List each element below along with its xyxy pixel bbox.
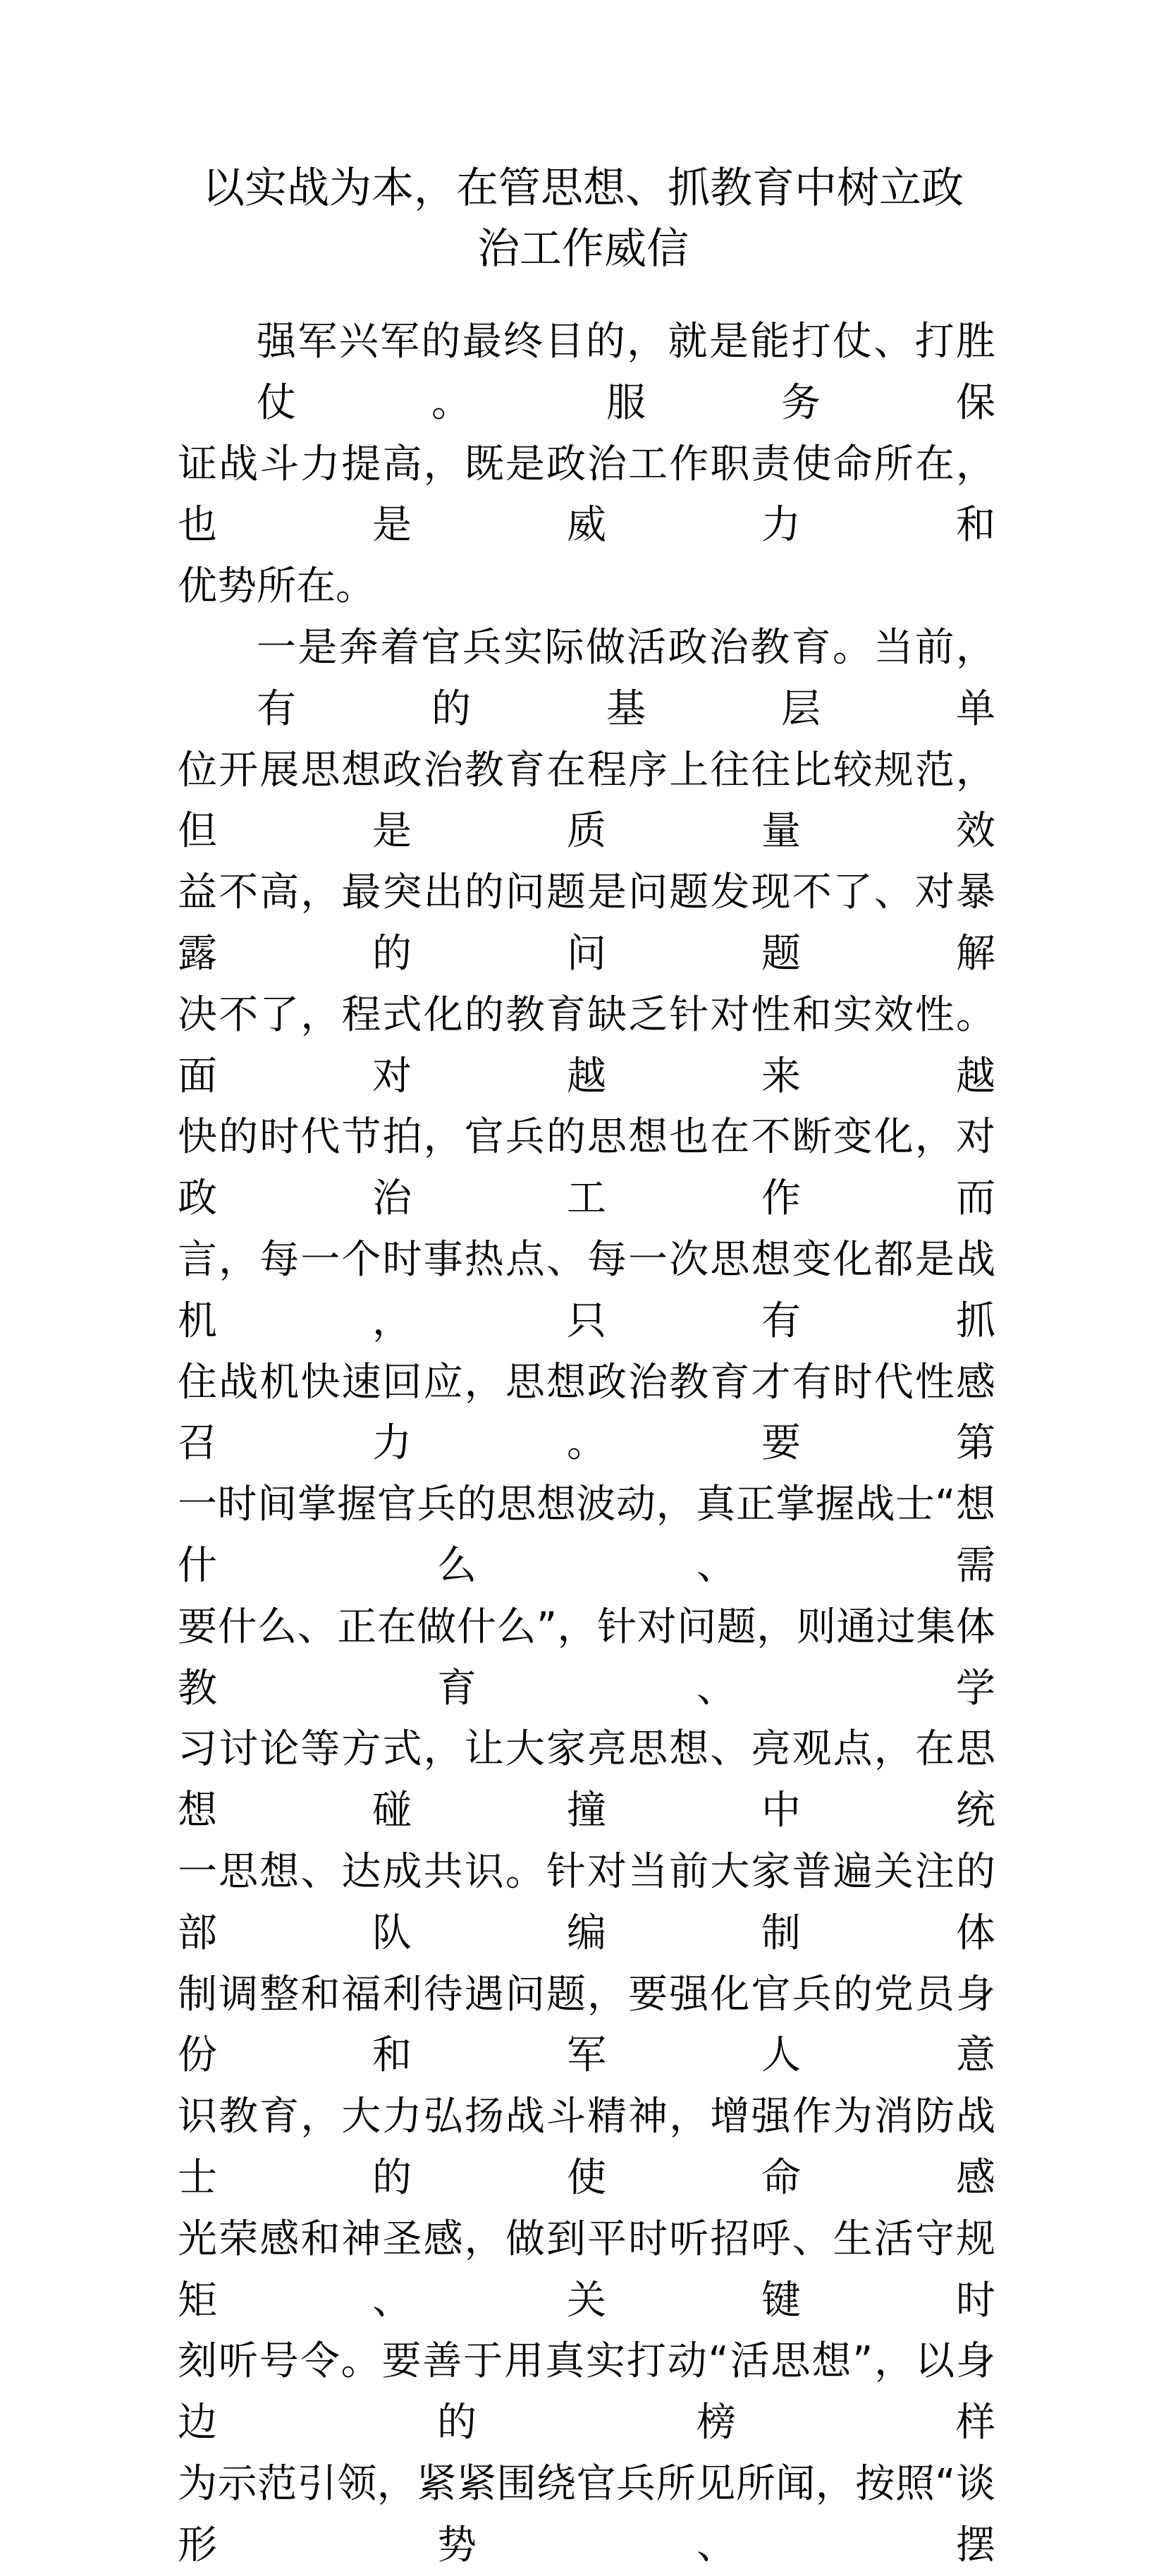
text-line: 强军兴军的最终目的，就是能打仗、打胜仗。服务保 [257,319,995,426]
text-line: 习讨论等方式，让大家亮思想、亮观点，在思想碰撞中统 [178,1726,995,1834]
text-line: 住战机快速回应，思想政治教育才有时代性感召力。要第 [178,1359,995,1467]
text-line: 刻听号令。要善于用真实打动“活思想”，以身边的榜样 [178,2338,995,2446]
document-body [178,312,995,2576]
text-line: 一是奔着官兵实际做活政治教育。当前，有的基层单 [257,624,995,732]
text-line: 为示范引领，紧紧围绕官兵所见所闻，按照“谈形势、摆 [178,2460,995,2568]
text-line: 识教育，大力弘扬战斗精神，增强作为消防战士的使命感 [178,2094,995,2201]
text-line: 益不高，最突出的问题是问题发现不了、对暴露的问题解 [178,869,995,977]
text-line: 证战斗力提高，既是政治工作职责使命所在，也是威力和 [178,441,995,549]
text-line: 快的时代节拍，官兵的思想也在不断变化，对政治工作而 [178,1114,995,1222]
document-title [141,158,1025,279]
title-line: 以实战为本，在管思想、抓教育中树立政 [202,164,964,213]
text-line: 位开展思想政治教育在程序上往往比较规范，但是质量效 [178,747,995,855]
text-line: 决不了，程式化的教育缺乏针对性和实效性。面对越来越 [178,991,995,1099]
text-line: 光荣感和神圣感，做到平时听招呼、生活守规矩、关键时 [178,2216,995,2324]
text-line: 优势所在。 [178,563,375,610]
title-line: 治工作威信 [477,224,689,274]
paragraph-2 [178,618,995,2576]
text-line: 言，每一个时事热点、每一次思想变化都是战机，只有抓 [178,1236,995,1344]
text-line: 一时间掌握官兵的思想波动，真正掌握战士“想什么、需 [178,1482,995,1589]
paragraph-1 [178,312,995,618]
text-line: 要什么、正在做什么”，针对问题，则通过集体教育、学 [178,1604,995,1711]
text-line: 一思想、达成共识。针对当前大家普遍关注的部队编制体 [178,1848,995,1956]
text-line: 制调整和福利待遇问题，要强化官兵的党员身份和军人意 [178,1971,995,2079]
